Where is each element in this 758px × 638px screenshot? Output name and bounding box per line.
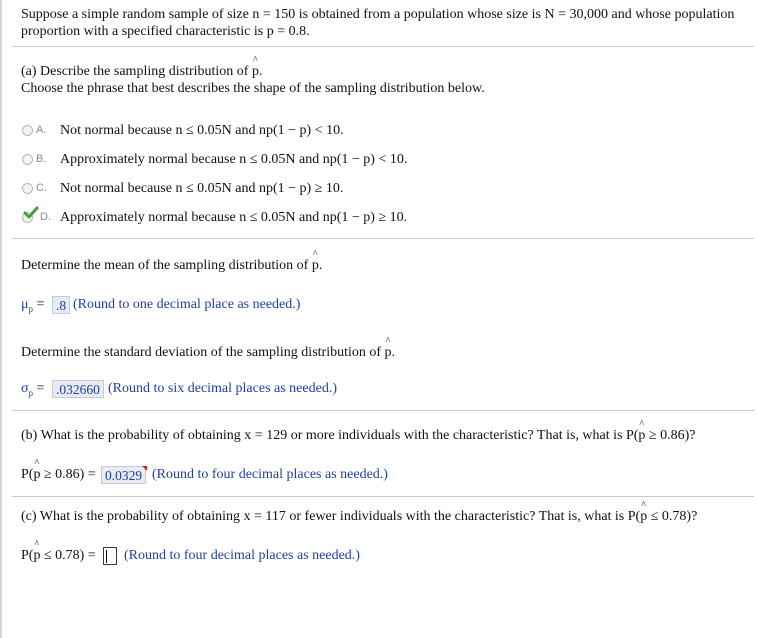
option-d-text[interactable]: Approximately normal because n ≤ 0.05N and np(1 − p) ≥ 10. <box>60 210 408 225</box>
part-b-answer-label: P( ^ p ≥ 0.86) = <box>21 458 96 482</box>
radio-option-b[interactable] <box>22 154 33 165</box>
divider <box>12 410 754 411</box>
checkmark-icon <box>23 205 39 221</box>
option-d-letter: D. <box>40 211 51 223</box>
divider <box>12 496 754 497</box>
option-b-letter: B. <box>36 153 47 165</box>
option-a-text[interactable]: Not normal because n ≤ 0.05N and np(1 − p) < 10. <box>60 123 344 138</box>
sd-hint: (Round to six decimal places as needed.) <box>108 381 337 396</box>
p-hat-symbol: ^ p <box>384 336 392 360</box>
divider <box>12 46 754 47</box>
part-c-question: (c) What is the probability of obtaining x = 117 or fewer individuals with the characteristic? That is, what is P( ^ p ≤ 0.78)? <box>21 500 698 524</box>
radio-option-a[interactable] <box>22 125 33 136</box>
part-b-answer-box[interactable]: 0.0329 <box>101 466 146 484</box>
p-hat-symbol: ^ p <box>33 539 41 563</box>
divider <box>12 238 754 239</box>
intro-line-2: proportion with a specified characteristic is p = 0.8. <box>21 24 310 39</box>
incorrect-flag-icon <box>142 466 147 471</box>
p-hat-symbol: ^ p <box>640 500 648 524</box>
text-cursor <box>106 550 107 563</box>
left-border <box>0 0 2 638</box>
p-hat-symbol: ^ p <box>251 55 259 79</box>
p-hat-symbol: ^ p <box>33 458 41 482</box>
mean-answer-box[interactable]: .8 <box>52 296 70 314</box>
option-a-letter: A. <box>36 124 47 136</box>
sd-answer-box[interactable]: .032660 <box>52 380 104 398</box>
mean-label: $\mu_p$ = <box>21 297 45 314</box>
mean-prompt: Determine the mean of the sampling distribution of ^ p. <box>21 249 323 273</box>
part-a-instruction: Choose the phrase that best describes the shape of the sampling distribution below. <box>21 81 485 96</box>
p-hat-symbol: ^ p <box>638 419 646 443</box>
radio-option-c[interactable] <box>22 183 33 194</box>
option-c-text[interactable]: Not normal because n ≤ 0.05N and np(1 − p) ≥ 10. <box>60 181 344 196</box>
part-c-answer-label: P( ^ p ≤ 0.78) = <box>21 539 96 563</box>
part-b-hint: (Round to four decimal places as needed.) <box>152 467 388 482</box>
p-hat-symbol: ^ p <box>311 249 319 273</box>
part-c-hint: (Round to four decimal places as needed.) <box>124 548 360 563</box>
option-c-letter: C. <box>36 182 47 194</box>
intro-line-1: Suppose a simple random sample of size n = 150 is obtained from a population whose size is N = 30,000 and whose population <box>21 7 735 22</box>
option-b-text[interactable]: Approximately normal because n ≤ 0.05N and np(1 − p) < 10. <box>60 152 408 167</box>
sd-label: $\sigma_p$ = <box>21 381 45 398</box>
part-a-title: (a) Describe the sampling distribution of ^ p. <box>21 55 263 79</box>
sd-prompt: Determine the standard deviation of the sampling distribution of ^ p. <box>21 336 396 360</box>
part-b-question: (b) What is the probability of obtaining x = 129 or more individuals with the characteristic? That is, what is P( ^ p ≥ 0.86)? <box>21 419 696 443</box>
mean-hint: (Round to one decimal place as needed.) <box>73 297 301 312</box>
